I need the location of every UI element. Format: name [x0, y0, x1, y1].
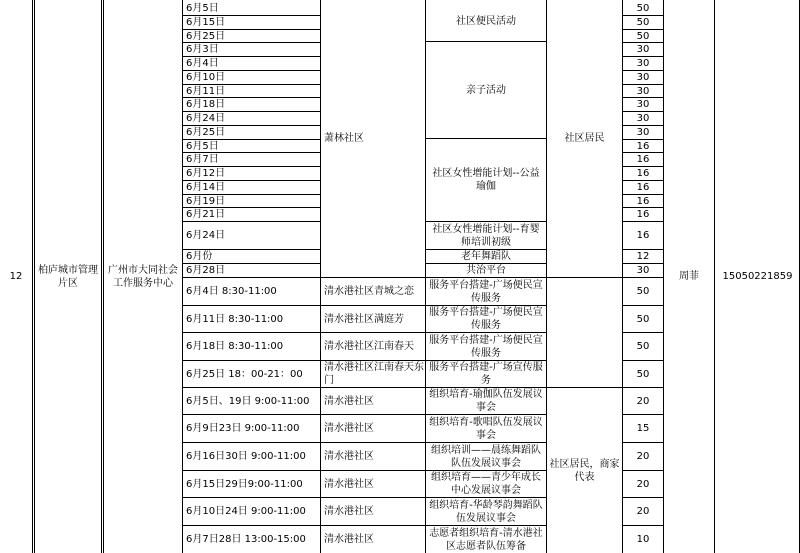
grid-line	[425, 249, 547, 250]
date-cell: 6月11日	[186, 86, 226, 97]
date-time-cell: 6月7日28日 13:00-15:00	[186, 534, 306, 545]
place-cell: 清水港社区	[324, 534, 374, 545]
place-cell: 清水港社区	[324, 423, 374, 434]
grid-line	[182, 525, 547, 526]
count-cell: 50	[636, 3, 650, 14]
grid-line	[622, 360, 664, 361]
count-cell: 10	[636, 534, 650, 545]
grid-line	[622, 166, 664, 167]
count-cell: 15	[636, 423, 650, 434]
place-cell: 清水港社区	[324, 506, 374, 517]
place-cell: 清水港社区江南春天	[324, 341, 414, 352]
grid-line	[622, 15, 664, 16]
grid-line	[182, 29, 321, 30]
grid-line	[182, 180, 321, 181]
grid-line	[182, 497, 547, 498]
grid-line	[622, 414, 664, 415]
activity-cell: 共治平台	[466, 265, 506, 276]
count-cell: 30	[636, 86, 650, 97]
grid-line	[622, 442, 664, 443]
date-cell: 6月25日	[186, 31, 226, 42]
activity-cell: 组织培育-瑜伽队伍发展议事会	[429, 389, 543, 413]
activity-cell: 组织培育-歌唱队伍发展议事会	[429, 416, 543, 441]
grid-line	[714, 0, 715, 553]
activity-cell: 老年舞蹈队	[461, 251, 511, 262]
grid-line	[546, 387, 664, 388]
activity-cell: 组织培育-华龄琴韵舞蹈队伍发展议事会	[429, 499, 543, 524]
grid-line	[182, 221, 321, 222]
grid-line	[622, 180, 664, 181]
grid-line	[622, 332, 664, 333]
count-cell: 30	[636, 44, 650, 55]
grid-line	[622, 207, 664, 208]
grid-line	[182, 442, 547, 443]
grid-line	[425, 138, 547, 139]
count-cell: 20	[636, 451, 650, 462]
grid-line	[622, 497, 664, 498]
place-cell: 清水港社区	[324, 478, 374, 490]
grid-line	[182, 125, 321, 126]
row-number-cell: 12	[9, 271, 23, 282]
count-cell: 50	[636, 368, 650, 380]
grid-line	[622, 249, 664, 250]
grid-line	[182, 332, 547, 333]
activity-cell: 组织培训——晨练舞蹈队队伍发展议事会	[431, 444, 541, 469]
date-cell: 6月24日	[186, 113, 226, 124]
date-cell: 6月14日	[186, 182, 226, 193]
count-cell: 16	[636, 209, 650, 220]
count-cell: 16	[636, 168, 650, 179]
date-time-cell: 6月16日30日 9:00-11:00	[186, 451, 306, 462]
place-cell: 清水港社区江南春天东门	[324, 362, 424, 386]
date-cell: 6月3日	[186, 44, 219, 55]
district-cell: 柏庐城市管理片区	[38, 264, 98, 289]
grid-line	[182, 42, 321, 43]
activity-cell: 志愿者组织培育-清水港社区志愿者队伍筹备	[429, 527, 543, 552]
count-cell: 30	[636, 127, 650, 138]
count-cell: 16	[636, 154, 650, 165]
grid-line	[622, 470, 664, 471]
date-cell: 6月15日	[186, 17, 226, 28]
count-cell: 50	[636, 17, 650, 28]
date-cell: 6月25日	[186, 127, 226, 138]
date-cell: 6月5日	[186, 141, 219, 152]
grid-line	[622, 139, 664, 140]
activity-cell: 组织培育——青少年成长中心发展议事会	[431, 472, 541, 496]
activity-cell: 服务平台搭建-广场宣传服务	[429, 362, 543, 386]
grid-line	[425, 221, 547, 222]
contact-name-cell: 周菲	[679, 271, 699, 282]
grid-line	[622, 70, 664, 71]
count-cell: 50	[636, 31, 650, 42]
date-cell: 6月份	[186, 251, 213, 262]
grid-line	[622, 305, 664, 306]
date-cell: 6月21日	[186, 209, 226, 220]
count-cell: 16	[636, 230, 650, 241]
audience-cell-bottom: 社区居民，商家代表	[549, 458, 620, 483]
grid-line	[182, 263, 321, 264]
date-cell: 6月12日	[186, 168, 226, 179]
grid-line	[101, 0, 102, 553]
audience-cell-top: 社区居民	[564, 133, 605, 144]
date-time-cell: 6月18日 8:30-11:00	[186, 341, 284, 352]
grid-line	[622, 152, 664, 153]
grid-line	[425, 263, 547, 264]
date-time-cell: 6月4日 8:30-11:00	[186, 286, 277, 297]
count-cell: 16	[636, 182, 650, 193]
count-cell: 30	[636, 72, 650, 83]
grid-line	[103, 0, 104, 553]
place-cell: 清水港社区青城之恋	[324, 286, 414, 297]
count-cell: 20	[636, 478, 650, 490]
count-cell: 30	[636, 265, 650, 276]
grid-line	[182, 414, 547, 415]
date-cell: 6月7日	[186, 154, 219, 165]
activity-cell: 亲子活动	[466, 84, 506, 96]
count-cell: 30	[636, 99, 650, 110]
grid-line	[182, 249, 321, 250]
date-time-cell: 6月15日29日9:00-11:00	[186, 478, 303, 490]
count-cell: 30	[636, 113, 650, 124]
grid-line	[182, 56, 321, 57]
date-time-cell: 6月11日 8:30-11:00	[186, 313, 284, 325]
count-cell: 50	[636, 286, 650, 297]
count-cell: 20	[636, 506, 650, 517]
grid-line	[182, 84, 321, 85]
date-cell: 6月28日	[186, 265, 226, 276]
place-cell: 清水港社区满庭芳	[324, 313, 404, 325]
grid-line	[622, 29, 664, 30]
contact-phone-cell: 15050221859	[722, 271, 793, 282]
grid-line	[182, 97, 321, 98]
count-cell: 20	[636, 395, 650, 407]
grid-line	[622, 84, 664, 85]
date-cell: 6月24日	[186, 230, 226, 241]
grid-line	[32, 0, 33, 553]
activity-cell: 社区便民活动	[456, 15, 516, 27]
grid-line	[622, 525, 664, 526]
grid-line	[182, 360, 547, 361]
grid-line	[425, 41, 547, 42]
date-cell: 6月4日	[186, 58, 219, 69]
grid-line	[34, 0, 35, 553]
date-time-cell: 6月5日、19日 9:00-11:00	[186, 395, 310, 407]
grid-line	[182, 111, 321, 112]
grid-line	[182, 70, 321, 71]
grid-line	[182, 470, 547, 471]
count-cell: 30	[636, 58, 650, 69]
place-cell: 清水港社区	[324, 451, 374, 462]
grid-line	[622, 125, 664, 126]
grid-line	[182, 15, 321, 16]
count-cell: 16	[636, 196, 650, 207]
count-cell: 16	[636, 141, 650, 152]
grid-line	[622, 42, 664, 43]
date-cell: 6月10日	[186, 72, 226, 83]
count-cell: 12	[636, 251, 650, 262]
date-cell: 6月5日	[186, 3, 219, 14]
activity-cell: 服务平台搭建-广场便民宣传服务	[429, 334, 543, 359]
grid-line	[622, 97, 664, 98]
date-time-cell: 6月10日24日 9:00-11:00	[186, 506, 306, 517]
activity-cell: 社区女性增能计划--育婴师培训初级	[432, 223, 540, 248]
grid-line	[182, 166, 321, 167]
grid-line	[182, 277, 664, 278]
date-cell: 6月19日	[186, 196, 226, 207]
grid-line	[182, 152, 321, 153]
organizer-cell: 广州市大同社会工作服务中心	[108, 264, 178, 289]
activity-cell: 服务平台搭建-广场便民宣传服务	[429, 279, 543, 304]
grid-line	[182, 305, 547, 306]
date-time-cell: 6月9日23日 9:00-11:00	[186, 423, 300, 434]
grid-line	[622, 194, 664, 195]
grid-line	[182, 207, 321, 208]
grid-line	[182, 194, 321, 195]
grid-line	[182, 387, 547, 388]
count-cell: 50	[636, 341, 650, 352]
grid-line	[622, 111, 664, 112]
grid-line	[622, 221, 664, 222]
grid-line	[622, 263, 664, 264]
grid-line	[182, 139, 321, 140]
date-cell: 6月18日	[186, 99, 226, 110]
activity-cell: 服务平台搭建-广场便民宣传服务	[429, 307, 543, 331]
place-cell: 清水港社区	[324, 395, 374, 407]
community-cell: 萧林社区	[324, 133, 364, 144]
date-time-cell: 6月25日 18：00-21：00	[186, 368, 303, 380]
count-cell: 50	[636, 313, 650, 325]
activity-cell: 社区女性增能计划--公益瑜伽	[432, 168, 540, 192]
grid-line	[622, 56, 664, 57]
